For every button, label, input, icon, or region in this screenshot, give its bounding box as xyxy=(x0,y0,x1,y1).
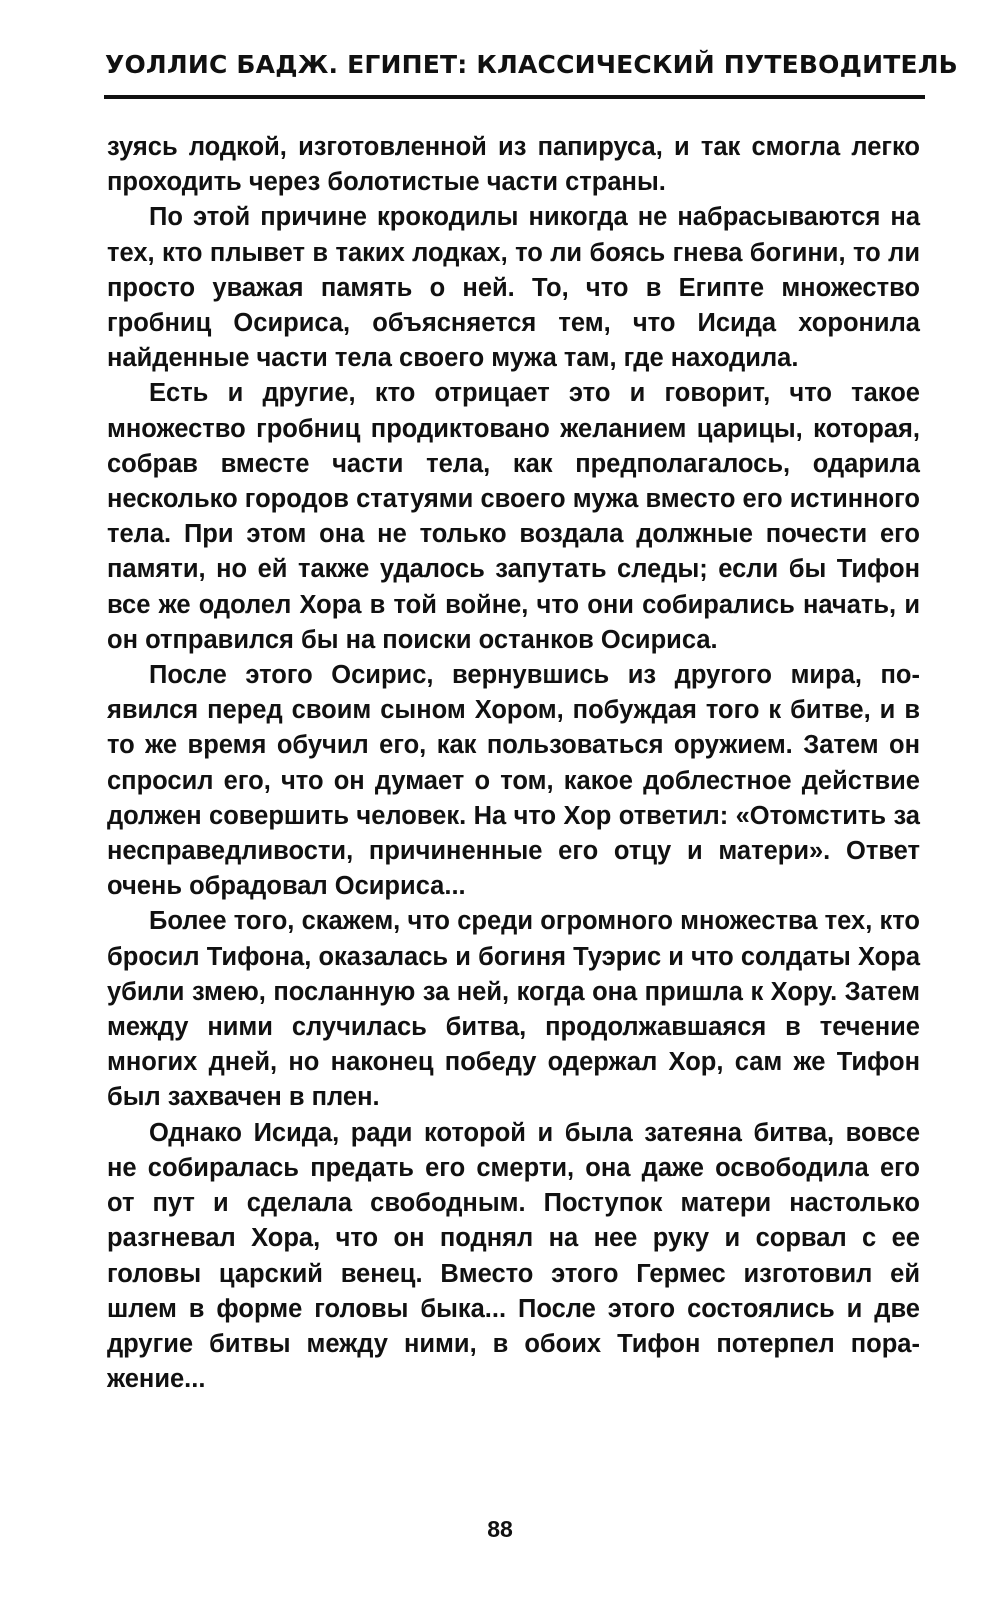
running-head-title: УОЛЛИС БАДЖ. ЕГИПЕТ: КЛАССИЧЕСКИЙ ПУТЕВОДИТЕЛЬ xyxy=(105,50,958,79)
paragraph: зуясь лодкой, изготовленной из папируса, и так смогла легко проходить через болотистые части страны. xyxy=(107,133,920,197)
page-number: 88 xyxy=(487,1516,513,1542)
body-text xyxy=(107,130,920,1397)
header-rule xyxy=(104,95,925,99)
paragraph: После этого Осирис, вернувшись из другого мира, появился перед своим сыном Хором, побуждая того к битве, и в то же время обучил его, как пользоваться оружием. Затем он спросил его, что он думает о том, какое доблестное действие должен совершить человек. На что Хор ответил: «Отомстить за несправедливости, причиненные его отцу и матери». Ответ очень обрадовал Осириса... xyxy=(107,661,920,901)
paragraph: Более того, скажем, что среди огромного множества тех, кто бросил Тифона, оказалась и богиня Туэрис и что солдаты Хора убили змею, посланную за ней, когда она пришла к Хору. Затем между ними случилась битва, продолжавшаяся в течение многих дней, но наконец победу одержал Хор, сам же Тифон был захвачен в плен. xyxy=(107,907,920,1112)
paragraph: По этой причине крокодилы никогда не набрасываются на тех, кто плывет в таких лодках, то ли боясь гнева богини, то ли просто уважая память о ней. То, что в Египте множество гробниц Осириса, объясняется тем, что Исида хоронила найденные части тела своего мужа там, где находила. xyxy=(107,203,920,373)
paragraph: Однако Исида, ради которой и была затеяна битва, вовсе не собиралась предать его смерти, она даже освободила его от пут и сделала свободным. Поступок матери настолько разгневал Хора, что он поднял на нее руку и сорвал с ее головы царский венец. Вместо этого Гермес изготовил ей шлем в форме головы быка... После этого состоялись и две другие битвы между ними, в обоих Тифон потерпел поражение... xyxy=(107,1118,920,1394)
paragraph: Есть и другие, кто отрицает это и говорит, что такое множество гробниц продиктовано желанием царицы, которая, собрав вместе части тела, как предполагалось, одарила несколько городов статуями своего мужа вместо его истинного тела. При этом она не только воздала должные почести его памяти, но ей также удалось запутать следы; если бы Тифон все же одолел Хора в той войне, что они собирались начать, и он отправился бы на поиски останков Осириса. xyxy=(107,379,920,654)
